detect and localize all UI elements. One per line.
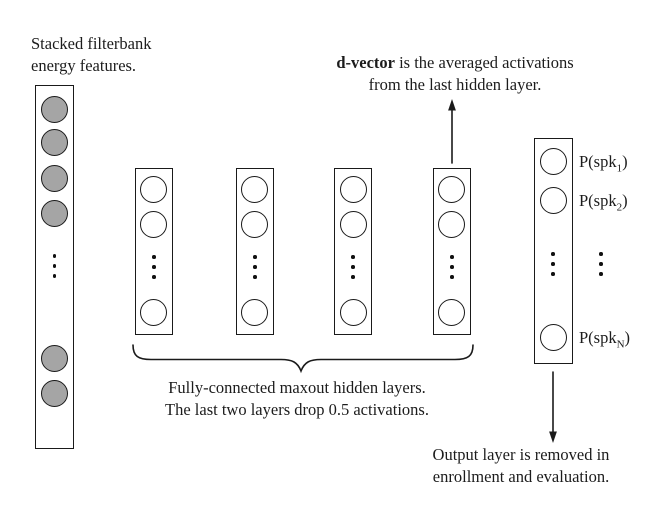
output-arrowhead <box>549 432 557 444</box>
input-caption-line1: Stacked filterbank <box>31 34 152 53</box>
input-caption-line2: energy features. <box>31 55 137 75</box>
d-vector-term: d-vector <box>336 53 395 72</box>
hidden-node <box>438 211 465 238</box>
input-node <box>41 165 68 192</box>
input-node <box>41 129 68 156</box>
hidden-ellipsis-dots <box>253 255 257 279</box>
hidden-ellipsis-dots <box>450 255 454 279</box>
output-node <box>540 324 567 351</box>
input-node <box>41 380 68 407</box>
output-node <box>540 187 567 214</box>
hidden-node <box>241 176 268 203</box>
hidden-ellipsis-dots <box>152 255 156 279</box>
d-vector-annotation-line1: d-vector is the averaged activations <box>336 53 574 72</box>
hidden-node <box>140 299 167 326</box>
input-ellipsis-dots <box>53 254 57 278</box>
hidden-node <box>140 176 167 203</box>
output-node-label-1: P(spk$_1$) <box>579 152 628 175</box>
input-node <box>41 345 68 372</box>
output-caption-line2: enrollment and evaluation. <box>432 466 610 486</box>
output-node <box>540 148 567 175</box>
output-label-ellipsis-dots <box>599 252 603 276</box>
output-layer-caption <box>391 444 651 487</box>
hidden-caption-line2: The last two layers drop 0.5 activations. <box>165 399 429 419</box>
input-node <box>41 200 68 227</box>
output-node-label-N: P(spk$_N$) <box>579 328 631 351</box>
hidden-node <box>438 176 465 203</box>
hidden-node <box>241 299 268 326</box>
hidden-node <box>241 211 268 238</box>
hidden-node <box>340 211 367 238</box>
hidden-ellipsis-dots <box>351 255 355 279</box>
input-layer-caption <box>31 33 152 76</box>
input-node <box>41 96 68 123</box>
d-vector-arrowhead <box>448 99 456 111</box>
output-ellipsis-dots <box>551 252 555 276</box>
hidden-layers-brace <box>133 345 473 371</box>
hidden-layers-caption <box>147 377 447 420</box>
hidden-node <box>140 211 167 238</box>
hidden-node <box>340 176 367 203</box>
hidden-node <box>438 299 465 326</box>
d-vector-annotation-line2: from the last hidden layer. <box>368 74 542 94</box>
hidden-caption-line1: Fully-connected maxout hidden layers. <box>168 378 426 397</box>
hidden-node <box>340 299 367 326</box>
output-node-label-2: P(spk$_2$) <box>579 191 628 214</box>
d-vector-annotation <box>315 52 595 95</box>
output-caption-line1: Output layer is removed in <box>432 445 610 464</box>
